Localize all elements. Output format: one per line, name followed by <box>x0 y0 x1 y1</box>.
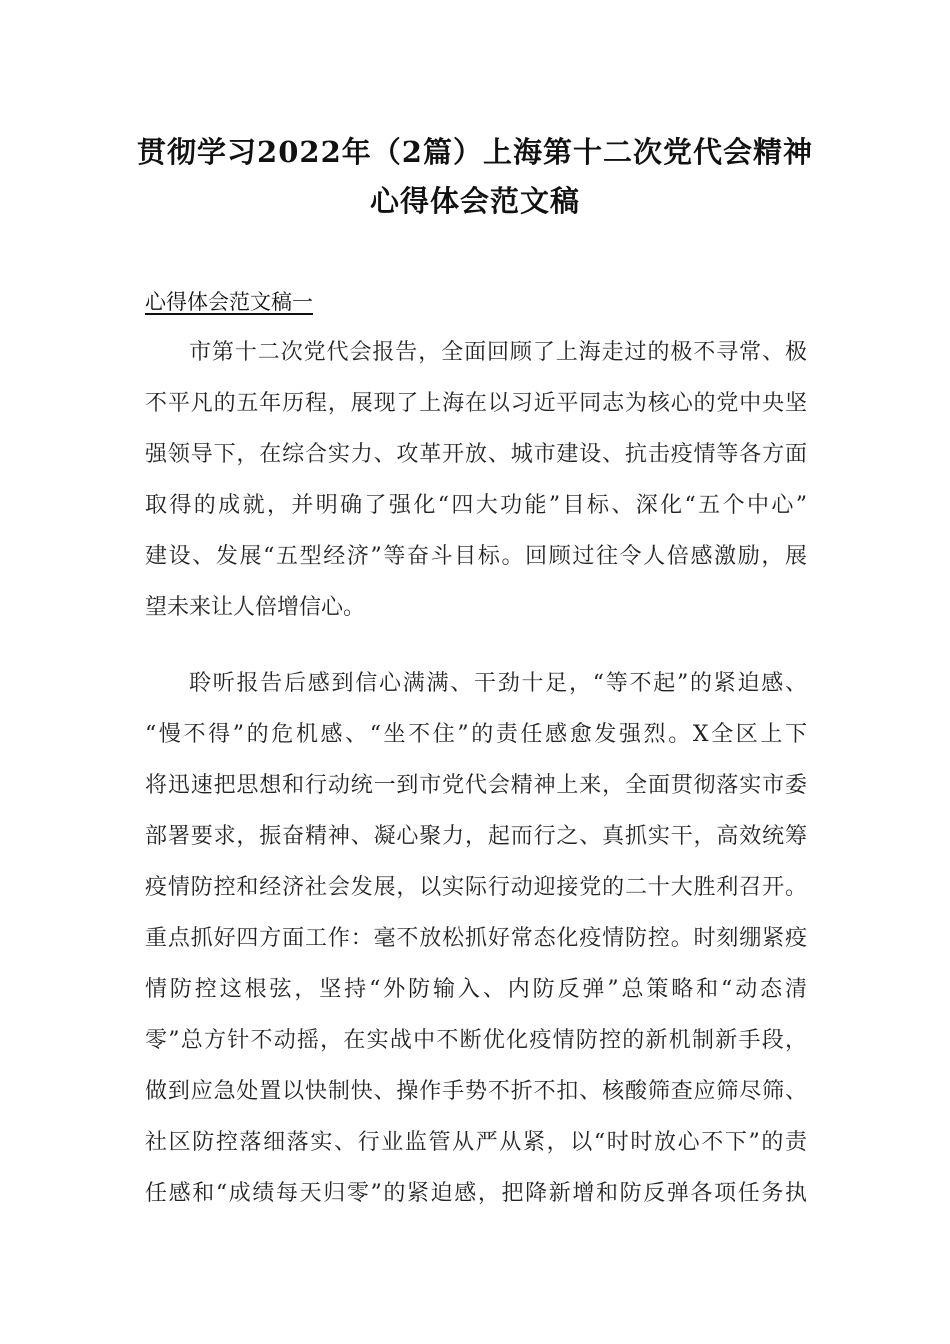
document-title-line-2: 心得体会范文稿 <box>369 184 580 218</box>
paragraph-line: 零”总方针不动摇，在实战中不断优化疫情防控的新机制新手段， <box>145 1028 807 1053</box>
paragraph-line: 取得的成就，并明确了强化“四大功能”目标、深化“五个中心” <box>145 493 807 518</box>
paragraph-line: “慢不得”的危机感、“坐不住”的责任感愈发强烈。X全区上下 <box>145 722 807 747</box>
paragraph-line: 不平凡的五年历程，展现了上海在以习近平同志为核心的党中央坚 <box>145 391 807 416</box>
paragraph-line: 重点抓好四方面工作：毫不放松抓好常态化疫情防控。时刻绷紧疫 <box>145 926 807 951</box>
paragraph-line: 疫情防控和经济社会发展，以实际行动迎接党的二十大胜利召开。 <box>145 875 807 900</box>
paragraph-line: 任感和“成绩每天归零”的紧迫感，把降新增和防反弹各项任务执 <box>145 1181 807 1206</box>
paragraph-2 <box>145 658 807 1219</box>
paragraph-line: 部署要求，振奋精神、凝心聚力，起而行之、真抓实干，高效统筹 <box>145 824 807 849</box>
paragraph-line: 情防控这根弦，坚持“外防输入、内防反弹”总策略和“动态清 <box>145 977 807 1002</box>
paragraph-1 <box>145 327 807 633</box>
section-heading: 心得体会范文稿一 <box>145 290 313 314</box>
paragraph-line: 建设、发展“五型经济”等奋斗目标。回顾过往令人倍感激励，展 <box>145 544 807 569</box>
document-title-line-1: 贯彻学习2022年（2篇）上海第十二次党代会精神 <box>137 135 813 169</box>
paragraph-line: 社区防控落细落实、行业监管从严从紧，以“时时放心不下”的责 <box>145 1130 807 1155</box>
paragraph-line: 将迅速把思想和行动统一到市党代会精神上来，全面贯彻落实市委 <box>145 773 807 798</box>
paragraph-line: 市第十二次党代会报告，全面回顾了上海走过的极不寻常、极 <box>189 340 807 365</box>
paragraph-line: 做到应急处置以快制快、操作手势不折不扣、核酸筛查应筛尽筛、 <box>145 1079 807 1104</box>
paragraph-line: 望未来让人倍增信心。 <box>145 595 366 620</box>
paragraph-line: 聆听报告后感到信心满满、干劲十足，“等不起”的紧迫感、 <box>189 671 807 696</box>
paragraph-line: 强领导下，在综合实力、攻革开放、城市建设、抗击疫情等各方面 <box>145 442 807 467</box>
